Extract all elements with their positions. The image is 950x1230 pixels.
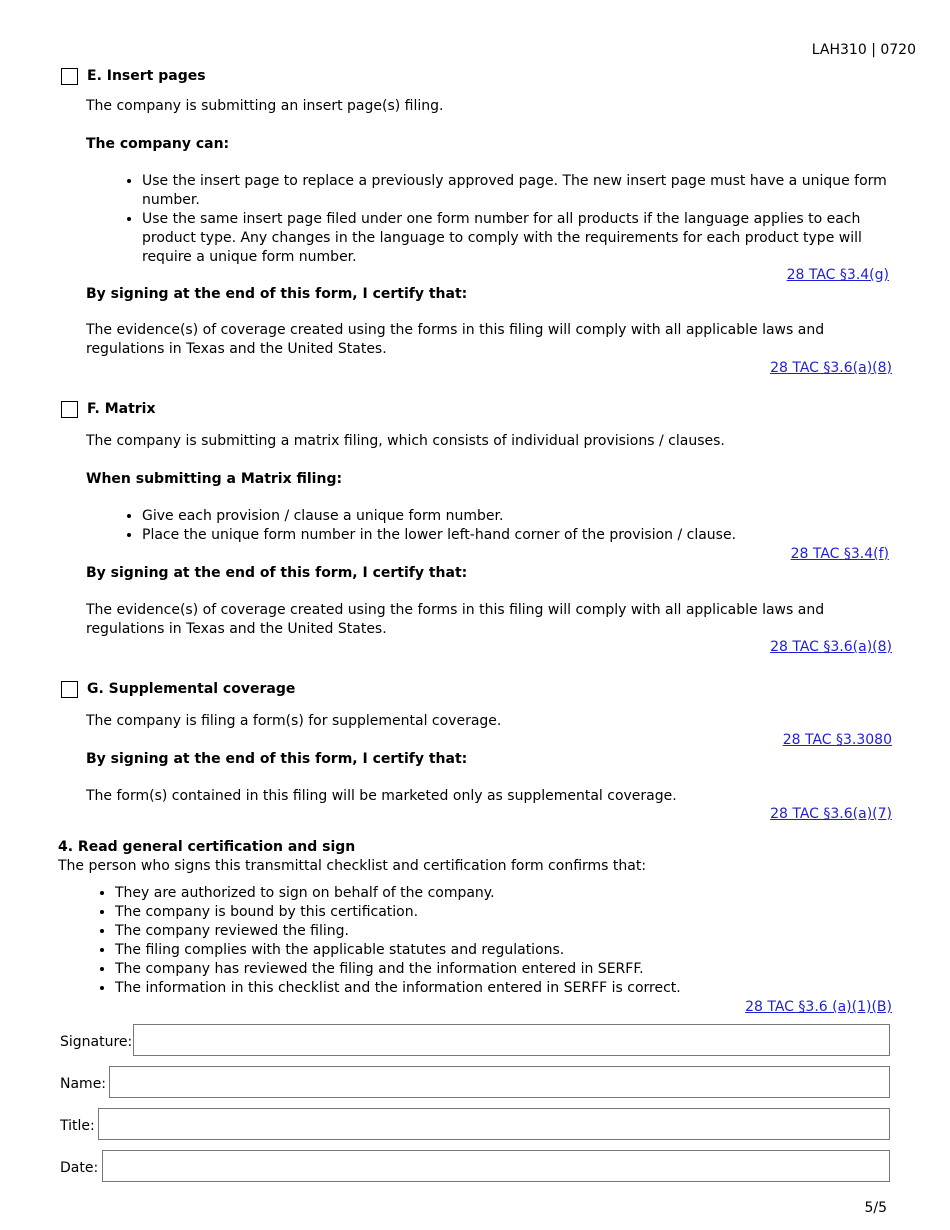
- list-item: • The information in this checklist and the information entered in SERFF is correct.: [115, 979, 875, 998]
- section-4-bullets: [95, 884, 875, 998]
- title-label: Title:: [60, 1118, 95, 1134]
- section-f-bullets: [122, 507, 887, 545]
- section-4-intro: The person who signs this transmittal checklist and certification form confirms that:: [58, 858, 647, 874]
- section-f-certify-heading: By signing at the end of this form, I certify that:: [86, 565, 468, 581]
- section-f-subheading: When submitting a Matrix filing:: [86, 471, 343, 487]
- section-g-certify-heading: By signing at the end of this form, I certify that:: [86, 751, 468, 767]
- list-item: • The company reviewed the filing.: [115, 922, 875, 941]
- supplemental-coverage-checkbox[interactable]: [61, 681, 78, 698]
- ref-link-e1[interactable]: 28 TAC §3.4(g): [786, 267, 889, 283]
- list-item: • The filing complies with the applicable statutes and regulations.: [115, 941, 875, 960]
- section-e-title: E. Insert pages: [87, 68, 206, 84]
- list-item: • Use the insert page to replace a previously approved page. The new insert page must have a unique form number.: [142, 172, 887, 210]
- list-item: • Place the unique form number in the lower left-hand corner of the provision / clause.: [142, 526, 887, 545]
- ref-link-f2[interactable]: 28 TAC §3.6(a)(8): [770, 639, 892, 655]
- ref-link-f1[interactable]: 28 TAC §3.4(f): [790, 546, 889, 562]
- section-g-title: G. Supplemental coverage: [87, 681, 296, 697]
- date-field[interactable]: [102, 1150, 890, 1182]
- section-g-intro: The company is filing a form(s) for supplemental coverage.: [86, 713, 502, 729]
- section-e-certify-text: The evidence(s) of coverage created using the forms in this filing will comply with all applicable laws and regulations in Texas and the United States.: [86, 322, 825, 357]
- section-4-title: 4. Read general certification and sign: [58, 839, 356, 855]
- signature-label: Signature:: [60, 1034, 133, 1050]
- list-item: • Use the same insert page filed under one form number for all products if the language applies to each product type. Any changes in the language to comply with the requirements for each product type will require a unique form number.: [142, 210, 887, 267]
- signature-field[interactable]: [133, 1024, 890, 1056]
- date-label: Date:: [60, 1160, 99, 1176]
- name-field[interactable]: [109, 1066, 890, 1098]
- ref-link-4[interactable]: 28 TAC §3.6 (a)(1)(B): [745, 999, 892, 1015]
- section-e-bullets: [122, 172, 887, 267]
- page-number: 5/5: [864, 1200, 887, 1216]
- section-e-certify-heading: By signing at the end of this form, I certify that:: [86, 286, 468, 302]
- ref-link-e2[interactable]: 28 TAC §3.6(a)(8): [770, 360, 892, 376]
- insert-pages-checkbox[interactable]: [61, 68, 78, 85]
- ref-link-g2[interactable]: 28 TAC §3.6(a)(7): [770, 806, 892, 822]
- section-e-intro: The company is submitting an insert page(s) filing.: [86, 98, 444, 114]
- name-label: Name:: [60, 1076, 107, 1092]
- section-f-intro: The company is submitting a matrix filing, which consists of individual provisions / clauses.: [86, 433, 725, 449]
- ref-link-g1[interactable]: 28 TAC §3.3080: [782, 732, 892, 748]
- title-field[interactable]: [98, 1108, 890, 1140]
- list-item: • The company has reviewed the filing and the information entered in SERFF.: [115, 960, 875, 979]
- list-item: • Give each provision / clause a unique form number.: [142, 507, 887, 526]
- section-e-subheading: The company can:: [86, 136, 230, 152]
- section-g-certify-text: The form(s) contained in this filing will be marketed only as supplemental coverage.: [86, 788, 677, 804]
- list-item: • They are authorized to sign on behalf of the company.: [115, 884, 875, 903]
- section-f-certify-text: The evidence(s) of coverage created using the forms in this filing will comply with all applicable laws and regulations in Texas and the United States.: [86, 602, 825, 637]
- form-code: LAH310 | 0720: [811, 42, 916, 58]
- list-item: • The company is bound by this certification.: [115, 903, 875, 922]
- section-f-title: F. Matrix: [87, 401, 156, 417]
- matrix-checkbox[interactable]: [61, 401, 78, 418]
